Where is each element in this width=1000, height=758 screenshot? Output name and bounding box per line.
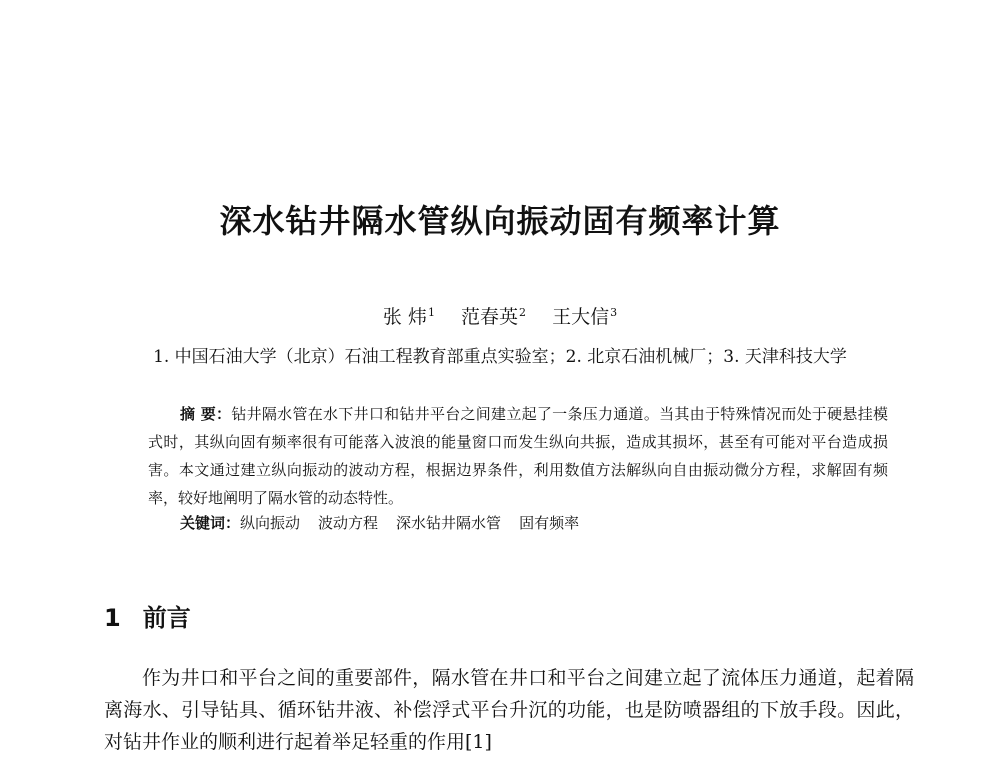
author-name: 王大信 [552, 306, 610, 328]
author-2 [461, 306, 526, 328]
author-affil-mark: 3 [610, 305, 618, 319]
abstract-text: 钻井隔水管在水下井口和钻井平台之间建立起了一条压力通道。当其由于特殊情况而处于硬悬挂模式时，其纵向固有频率很有可能落入波浪的能量窗口而发生纵向共振，造成其损坏，甚至有可能对平台造成损害。本文通过建立纵向振动的波动方程，根据边界条件，利用数值方法解纵向自由振动微分方程，求解固有频率，较好地阐明了隔水管的动态特性。 [148, 405, 888, 507]
author-affil-mark: 2 [519, 305, 527, 319]
keywords [180, 512, 597, 533]
keyword: 深水钻井隔水管 [396, 514, 502, 532]
author-affil-mark: 1 [427, 305, 435, 319]
keywords-label: 关键词： [180, 514, 241, 532]
author-list [0, 302, 1000, 329]
keyword: 固有频率 [519, 514, 580, 532]
paper-title: 深水钻井隔水管纵向振动固有频率计算 [219, 202, 781, 240]
body-paragraph: 作为井口和平台之间的重要部件，隔水管在井口和平台之间建立起了流体压力通道，起着隔离海水、引导钻具、循环钻井液、补偿浮式平台升沉的功能，也是防喷器组的下放手段。因此，对钻井作业的顺利进行起着举足轻重的作用[1] [104, 667, 914, 753]
section-number: 1 [104, 604, 121, 632]
keyword: 波动方程 [318, 514, 379, 532]
author-3 [552, 306, 617, 328]
section-title: 前言 [142, 604, 191, 632]
author-name: 张 炜 [382, 306, 427, 328]
section-heading [104, 598, 191, 633]
author-name: 范春英 [461, 306, 519, 328]
author-1 [383, 306, 435, 328]
abstract-label: 摘 要： [180, 405, 232, 423]
keyword: 纵向振动 [240, 514, 301, 532]
affiliations: 1. 中国石油大学（北京）石油工程教育部重点实验室；2. 北京石油机械厂；3. 天津科技大学 [153, 347, 847, 367]
abstract [148, 400, 888, 512]
